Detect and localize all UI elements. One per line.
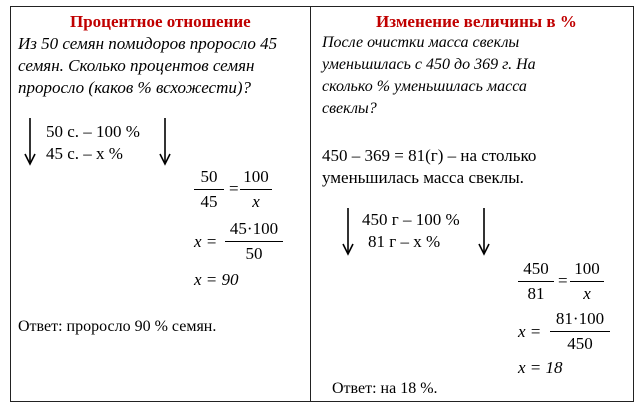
left-title: Процентное отношение [70,12,251,31]
down-arrow-icon [24,118,36,166]
left-proportion-line-2: 45 с. – x % [46,144,123,163]
denominator: 50 [245,244,263,263]
left-problem-line-2: семян. Сколько процентов семян [18,56,255,75]
column-divider [310,6,311,402]
right-eq2-lhs: x = [518,322,542,341]
denominator: 450 [567,334,593,353]
numerator: 100 [574,259,600,278]
left-proportion-line-1: 50 с. – 100 % [46,122,140,141]
right-eq1-fraction-b [570,258,604,305]
numerator: 450 [523,259,549,278]
right-problem-line-2: уменьшилась с 450 до 369 г. На [322,56,536,73]
denominator: x [252,192,260,211]
down-arrow-icon [159,118,171,166]
right-eq3: x = 18 [518,358,563,377]
numerator: 50 [200,167,218,186]
left-eq1-fraction-b [240,166,272,213]
numerator: 81·100 [555,309,605,328]
numerator: 100 [243,167,269,186]
left-problem-line-3: проросло (каков % всхожести)? [18,78,252,97]
left-eq1-fraction-a [194,166,224,213]
right-title: Изменение величины в % [376,12,577,31]
denominator: 81 [527,284,545,303]
down-arrow-icon [478,208,490,256]
right-proportion-line-1: 450 г – 100 % [362,210,460,229]
right-proportion-line-2: 81 г – x % [368,232,441,251]
denominator: x [583,284,591,303]
right-eq1-fraction-a [518,258,554,305]
down-arrow-icon [342,208,354,256]
numerator: 45·100 [229,219,279,238]
left-eq2-lhs: x = [194,232,218,251]
right-problem-line-3: сколько % уменьшилась масса [322,78,527,95]
right-calc-line-2: уменьшилась масса свеклы. [322,168,524,187]
right-answer: Ответ: на 18 %. [332,380,438,397]
right-eq1-equals: = [558,271,568,290]
left-problem-line-1: Из 50 семян помидоров проросло 45 [18,34,278,53]
right-eq2-fraction [550,308,610,355]
right-problem-line-1: После очистки масса свеклы [322,34,520,51]
left-eq1-equals: = [229,179,239,198]
left-answer: Ответ: проросло 90 % семян. [18,318,217,335]
left-eq3: x = 90 [194,270,239,289]
right-problem-line-4: свеклы? [322,100,377,117]
denominator: 45 [200,192,218,211]
right-calc-line-1: 450 – 369 = 81(г) – на столько [322,146,537,165]
left-eq2-fraction [225,218,283,265]
